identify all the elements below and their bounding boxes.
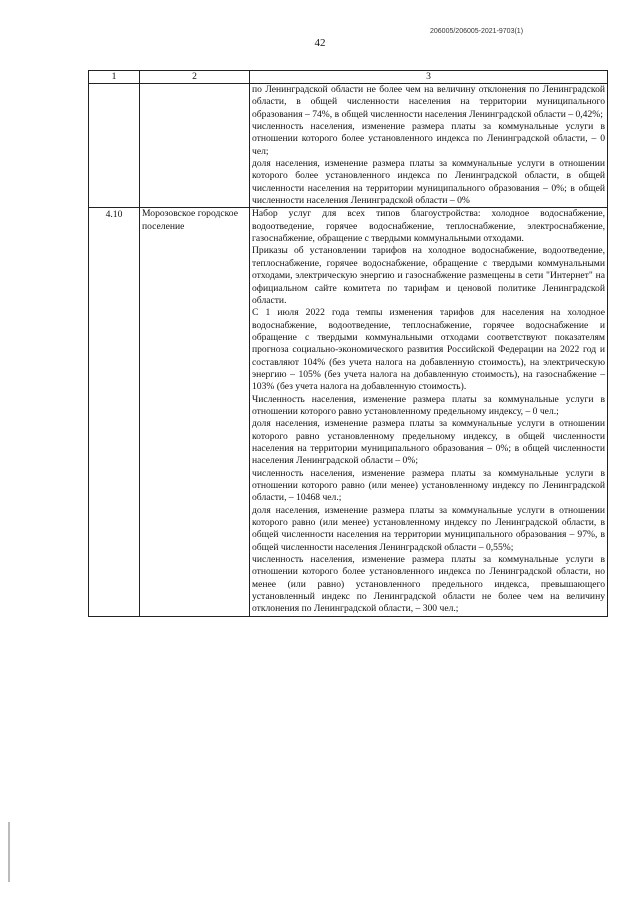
row-description — [250, 208, 608, 616]
paragraph: Набор услуг для всех типов благоустройства: холодное водоснабжение, водоотведение, горячее водоснабжение, теплоснабжение, электроснабжение, газоснабжение, обращение с твердыми коммунальными отходами. — [252, 208, 605, 245]
table-header-row — [89, 71, 608, 84]
document-id: 206005/206005-2021-9703(1) — [430, 28, 524, 35]
paragraph: численность населения, изменение размера платы за коммунальные услуги в отношении которого более установленного индекса по Ленинградской области, – 0 чел; — [252, 121, 605, 157]
table-row — [89, 208, 608, 616]
paragraph: Приказы об установлении тарифов на холодное водоснабжение, водоотведение, теплоснабжение, горячее водоснабжение, обращение с твердыми коммунальными отходами, электрическую энергию и газоснабжение размещены в сети "Интернет" на официальном сайте комитета по тарифам и ценовой политике Ленинградской области. — [252, 245, 605, 306]
row-municipality — [140, 84, 250, 208]
table-row — [89, 84, 608, 208]
paragraph: численность населения, изменение размера платы за коммунальные услуги в отношении которого равно (или менее) установленному индексу по Ленинградской области, – 10468 чел.; — [252, 467, 605, 504]
paragraph: по Ленинградской области не более чем на величину отклонения по Ленинградской области, в общей численности населения на территории муниципального образования – 74%, в общей численности населения Ленинградской области – 0,42%; — [252, 84, 605, 120]
paragraph: доля населения, изменение размера платы за коммунальные услуги в отношении которого равно (или менее) установленному индексу по Ленинградской области, в общей численности населения на территории муниципального образования – 97%, в общей численности населения Ленинградской области – 0,55%; — [252, 504, 605, 553]
col-header-3: 3 — [250, 71, 608, 84]
paragraph: доля населения, изменение размера платы за коммунальные услуги в отношении которого более установленного индекса по Ленинградской области, в общей численности населения на территории муниципального образования – 0%; в общей численности населения Ленинградской области – 0% — [252, 158, 605, 207]
scan-artifact — [8, 822, 10, 882]
page-number: 42 — [314, 37, 326, 49]
paragraph: численность населения, изменение размера платы за коммунальные услуги в отношении которого более установленного индекса по Ленинградской области, но менее (или равно) установленного предельного индекса, превышающего установленный индекс по Ленинградской области не более чем на величину отклонения по Ленинградской области, – 300 чел.; — [252, 554, 605, 615]
row-description — [250, 84, 608, 208]
row-number — [89, 84, 140, 208]
row-municipality: Морозовское городское поселение — [140, 208, 250, 616]
col-header-2: 2 — [140, 71, 250, 84]
paragraph: Численность населения, изменение размера платы за коммунальные услуги в отношении которого равно установленному предельному индексу, – 0 чел.; — [252, 393, 605, 417]
row-number: 4.10 — [89, 208, 140, 616]
col-header-1: 1 — [89, 71, 140, 84]
data-table — [88, 70, 608, 617]
paragraph: С 1 июля 2022 года темпы изменения тарифов для населения на холодное водоснабжение, водоотведение, теплоснабжение, горячее водоснабжение и обращение с твердыми коммунальными отходами соответствуют показателям прогноза социально-экономического развития Российской Федерации на 2022 год и составляют 104% (без учета налога на добавленную стоимость), на электрическую энергию – 105% (без учета налога на добавленную стоимость), на газоснабжение – 103% (без учета налога на добавленную стоимость). — [252, 307, 605, 393]
paragraph: доля населения, изменение размера платы за коммунальные услуги в отношении которого равно установленному предельному индексу, в общей численности населения на территории муниципального образования – 0%; в общей численности населения Ленинградской области – 0%; — [252, 418, 605, 467]
